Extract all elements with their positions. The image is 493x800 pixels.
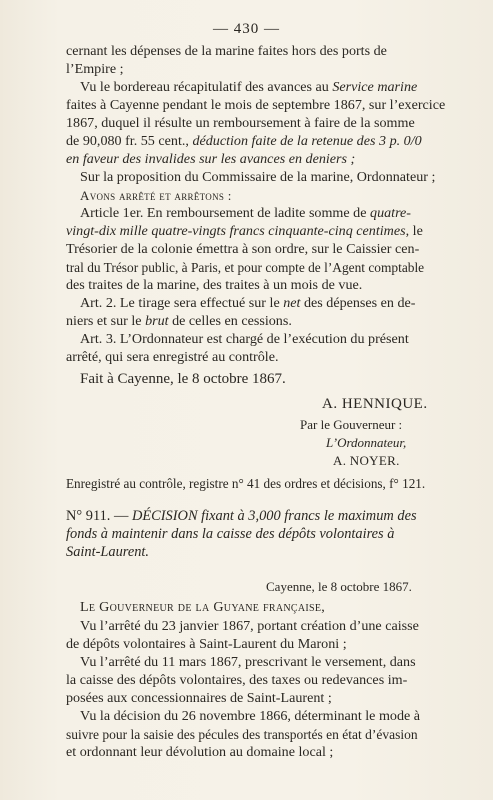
signature-name: A. HENNIQUE. xyxy=(322,396,428,412)
dateline: Fait à Cayenne, le 8 octobre 1867. xyxy=(80,371,286,387)
text-line: Vu l’arrêté du 23 janvier 1867, portant création d’une caisse xyxy=(80,618,419,634)
decision-dateline: Cayenne, le 8 octobre 1867. xyxy=(266,579,412,594)
text-line: Art. 2. Le tirage sera effectué sur le net des dépenses en de- xyxy=(80,295,416,311)
text-line: Vu la décision du 26 novembre 1866, déterminant le mode à xyxy=(80,708,421,724)
text-line: Vu le bordereau récapitulatif des avances au Service marine xyxy=(80,79,418,95)
decision-number: N° 911. — xyxy=(66,508,132,524)
text-line: de 90,080 fr. 55 cent., déduction faite de la retenue des 3 p. 0/0 xyxy=(66,133,422,149)
signature-title: L’Ordonnateur, xyxy=(326,435,407,450)
text-line: Sur la proposition du Commissaire de la marine, Ordonnateur ; xyxy=(80,169,436,185)
text-line: vingt-dix mille quatre-vingts francs cinquante-cinq centimes, le xyxy=(66,223,423,239)
text-line: tral du Trésor public, à Paris, et pour compte de l’Agent comptable xyxy=(66,260,425,275)
decision-title-line: fonds à maintenir dans la caisse des dépôts volontaires à xyxy=(66,526,395,542)
text-line: faites à Cayenne pendant le mois de septembre 1867, sur l’exercice xyxy=(66,97,446,113)
text-line: Trésorier de la colonie émettra à son ordre, sur le Caissier cen- xyxy=(66,241,420,257)
text-line: cernant les dépenses de la marine faites hors des ports de xyxy=(66,43,387,59)
registration-note: Enregistré au contrôle, registre n° 41 des ordres et décisions, f° 121. xyxy=(66,476,426,491)
text-line: Art. 3. L’Ordonnateur est chargé de l’exécution du présent xyxy=(80,331,409,347)
text-line: la caisse des dépôts volontaires, des taxes ou redevances im- xyxy=(66,672,408,688)
text-line: 1867, duquel il résulte un remboursement à faire de la somme xyxy=(66,115,415,131)
text-line: en faveur des invalides sur les avances en deniers ; xyxy=(66,151,356,167)
decision-title-line xyxy=(66,508,417,525)
text-line: des traites de la marine, des traites à un mois de vue. xyxy=(66,277,363,293)
text-line: posées aux concessionnaires de Saint-Laurent ; xyxy=(66,690,332,706)
text-line: de dépôts volontaires à Saint-Laurent du Maroni ; xyxy=(66,636,347,652)
decision-title-line: Saint-Laurent. xyxy=(66,544,150,560)
page-number: — 430 — xyxy=(213,21,280,37)
text-line: arrêté, qui sera enregistré au contrôle. xyxy=(66,349,279,365)
text-line: Le Gouverneur de la Guyane française, xyxy=(80,599,326,615)
text-line: et ordonnant leur dévolution au domaine local ; xyxy=(66,744,334,760)
text-line: l’Empire ; xyxy=(66,61,124,77)
arrete-heading: Avons arrêté et arrêtons : xyxy=(80,188,232,203)
text-line: Vu l’arrêté du 11 mars 1867, prescrivant le versement, dans xyxy=(80,654,416,670)
signature-signer: A. NOYER. xyxy=(333,453,400,468)
text-line: Article 1er. En remboursement de ladite somme de quatre- xyxy=(80,205,411,221)
text-line: niers et sur le brut de celles en cessions. xyxy=(66,313,292,329)
text-line: suivre pour la saisie des pécules des transportés en état d’évasion xyxy=(66,727,418,742)
decision-title: DÉCISION fixant à 3,000 francs le maximum des xyxy=(131,508,417,524)
signature-for-governor: Par le Gouverneur : xyxy=(300,417,403,432)
